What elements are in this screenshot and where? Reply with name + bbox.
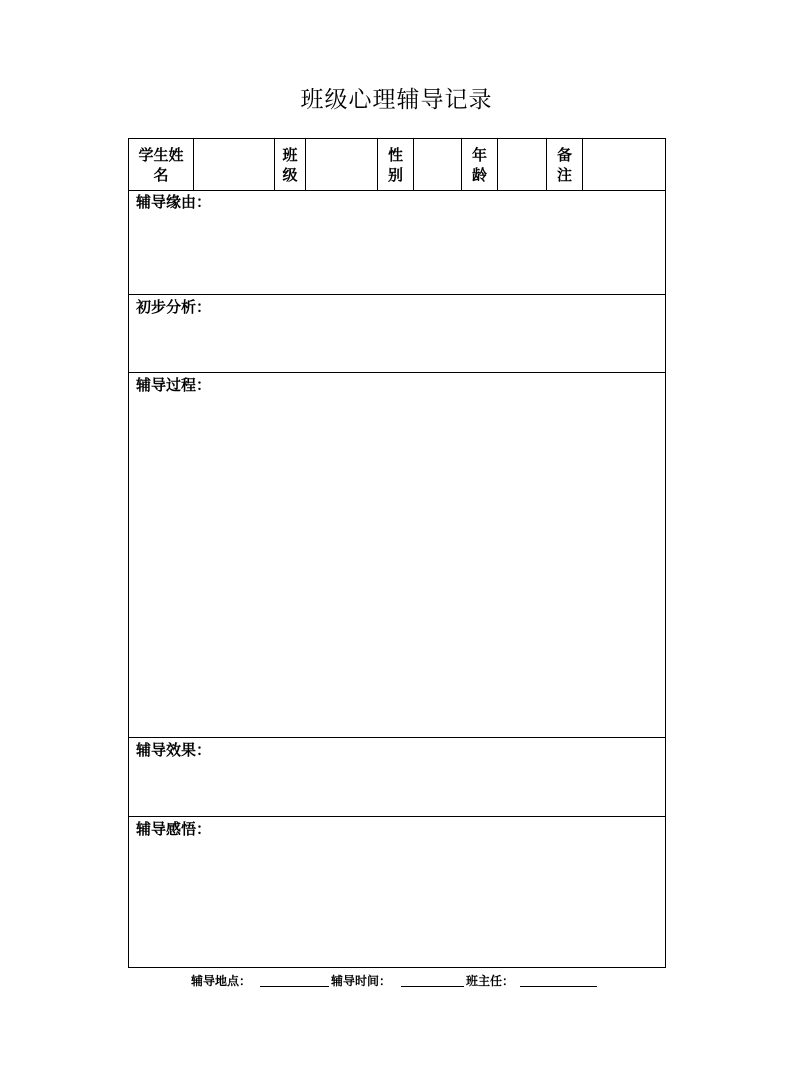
process-label: 辅导过程： bbox=[136, 376, 212, 394]
analysis-section[interactable] bbox=[129, 295, 665, 373]
analysis-label: 初步分析： bbox=[136, 298, 212, 316]
age-label: 年 龄 bbox=[462, 139, 498, 190]
class-field[interactable] bbox=[306, 139, 378, 190]
location-line[interactable] bbox=[260, 986, 329, 987]
age-field[interactable] bbox=[498, 139, 547, 190]
class-label: 班 级 bbox=[275, 139, 306, 190]
time-label: 辅导时间： bbox=[331, 974, 392, 988]
teacher-line[interactable] bbox=[520, 986, 597, 987]
time-line[interactable] bbox=[401, 986, 464, 987]
remarks-field[interactable] bbox=[583, 139, 665, 190]
reason-label: 辅导缘由： bbox=[136, 193, 212, 211]
student-info-row bbox=[129, 139, 665, 191]
gender-field[interactable] bbox=[414, 139, 462, 190]
teacher-label: 班主任： bbox=[466, 974, 515, 988]
reason-section[interactable] bbox=[129, 190, 665, 295]
location-label: 辅导地点： bbox=[191, 974, 252, 988]
reflection-section[interactable] bbox=[129, 817, 665, 967]
gender-label: 性 别 bbox=[378, 139, 414, 190]
effect-label: 辅导效果： bbox=[136, 741, 212, 759]
reflection-label: 辅导感悟： bbox=[136, 820, 212, 838]
name-field[interactable] bbox=[194, 139, 275, 190]
process-section[interactable] bbox=[129, 373, 665, 738]
page-title: 班级心理辅导记录 bbox=[300, 87, 493, 113]
record-form bbox=[128, 138, 666, 968]
name-label: 学生姓 名 bbox=[129, 139, 194, 190]
remarks-label: 备 注 bbox=[547, 139, 583, 190]
effect-section[interactable] bbox=[129, 738, 665, 817]
